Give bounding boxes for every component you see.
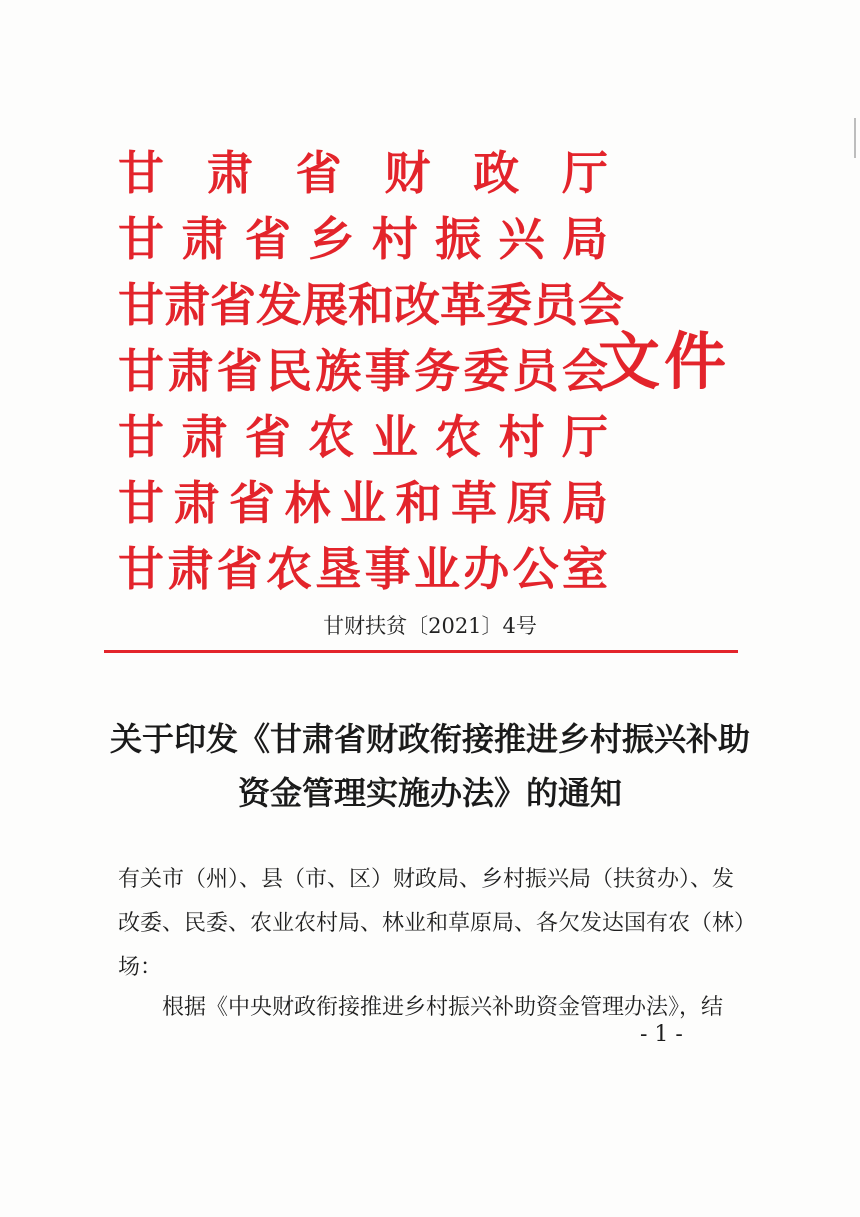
issuer-char: 发 xyxy=(256,278,302,332)
issuer-char: 委 xyxy=(486,278,532,332)
issuer-char: 草 xyxy=(451,476,497,530)
issuer-char: 省 xyxy=(244,410,291,464)
issuer-char: 农 xyxy=(265,542,312,596)
issuer-char: 肃 xyxy=(167,344,214,398)
issuer-char: 省 xyxy=(216,344,263,398)
issuer-char: 族 xyxy=(315,344,362,398)
issuer-char: 甘 xyxy=(118,476,164,530)
issuer-char: 财 xyxy=(384,146,431,200)
issuer-char: 展 xyxy=(302,278,348,332)
issuer-char: 省 xyxy=(229,476,275,530)
issuer-char: 业 xyxy=(371,410,418,464)
issuer-char: 肃 xyxy=(181,212,228,266)
issuer-char: 省 xyxy=(216,542,263,596)
issuer-char: 兴 xyxy=(498,212,545,266)
issuer-char: 民 xyxy=(265,344,312,398)
addressee-line-3: 场： xyxy=(118,955,163,980)
issuer-char: 肃 xyxy=(181,410,228,464)
addressee xyxy=(118,858,757,990)
issuer-char: 振 xyxy=(435,212,482,266)
issuing-agencies xyxy=(118,140,624,602)
issuer-char: 公 xyxy=(512,542,559,596)
issuer-char: 务 xyxy=(413,344,460,398)
addressee-line-2: 改委、民委、农业农村局、林业和草原局、各欠发达国有农（林） xyxy=(118,911,757,936)
document-number: 甘财扶贫〔2021〕4号 xyxy=(323,614,537,638)
issuer-char: 省 xyxy=(244,212,291,266)
issuer-char: 委 xyxy=(463,344,510,398)
issuer-char: 垦 xyxy=(315,542,362,596)
issuer-char: 甘 xyxy=(118,410,164,464)
page-number: - 1 - xyxy=(640,1022,683,1047)
issuer-char: 和 xyxy=(395,476,442,530)
issuer-char: 肃 xyxy=(167,542,214,596)
issuer-char: 会 xyxy=(561,344,608,398)
issuer-char: 业 xyxy=(413,542,460,596)
issuer-char: 省 xyxy=(295,146,342,200)
scan-edge-mark xyxy=(854,118,856,158)
issuer-char: 和 xyxy=(348,278,394,332)
title-line-2: 资金管理实施办法》的通知 xyxy=(237,774,622,812)
issuer-char: 甘 xyxy=(118,146,164,200)
issuer-char: 事 xyxy=(364,344,411,398)
issuer-char: 农 xyxy=(308,410,355,464)
issuer-char: 厅 xyxy=(561,146,608,200)
addressee-line-1: 有关市（州）、县（市、区）财政局、乡村振兴局（扶贫办）、发 xyxy=(118,867,735,892)
issuer-char: 会 xyxy=(578,278,624,332)
red-divider xyxy=(104,650,738,653)
document-title xyxy=(0,712,860,820)
issuer-char: 村 xyxy=(371,212,418,266)
issuer-char: 省 xyxy=(210,278,256,332)
issuer-ethnic-affairs xyxy=(118,338,608,404)
issuer-char: 甘 xyxy=(118,542,164,596)
document-header-suffix: 文件 xyxy=(598,325,731,398)
issuer-char: 农 xyxy=(435,410,482,464)
issuer-char: 村 xyxy=(498,410,545,464)
issuer-char: 政 xyxy=(473,146,520,200)
issuer-finance-dept xyxy=(118,140,608,206)
issuer-char: 甘 xyxy=(118,344,164,398)
issuer-forestry-grassland xyxy=(118,470,608,536)
issuer-char: 局 xyxy=(562,476,608,530)
issuer-char: 业 xyxy=(340,476,386,530)
issuer-char: 革 xyxy=(440,278,486,332)
issuer-char: 改 xyxy=(394,278,440,332)
issuer-char: 乡 xyxy=(308,212,355,266)
issuer-agriculture-rural xyxy=(118,404,608,470)
issuer-char: 员 xyxy=(512,344,559,398)
issuer-char: 肃 xyxy=(164,278,210,332)
issuer-char: 事 xyxy=(364,542,411,596)
issuer-char: 林 xyxy=(284,476,331,530)
issuer-char: 甘 xyxy=(118,212,164,266)
issuer-char: 肃 xyxy=(173,476,220,530)
body-paragraph: 根据《中央财政衔接推进乡村振兴补助资金管理办法》，结 xyxy=(162,995,724,1020)
issuer-rural-revitalization xyxy=(118,206,608,272)
issuer-char: 肃 xyxy=(206,146,253,200)
issuer-char: 厅 xyxy=(561,410,608,464)
issuer-char: 甘 xyxy=(118,278,164,332)
issuer-char: 办 xyxy=(463,542,510,596)
issuer-development-reform xyxy=(118,272,624,338)
issuer-land-reclamation xyxy=(118,536,608,602)
issuer-char: 员 xyxy=(532,278,578,332)
issuer-char: 原 xyxy=(506,476,553,530)
title-line-1: 关于印发《甘肃省财政衔接推进乡村振兴补助 xyxy=(109,720,750,758)
issuer-char: 局 xyxy=(561,212,608,266)
issuer-char: 室 xyxy=(561,542,608,596)
